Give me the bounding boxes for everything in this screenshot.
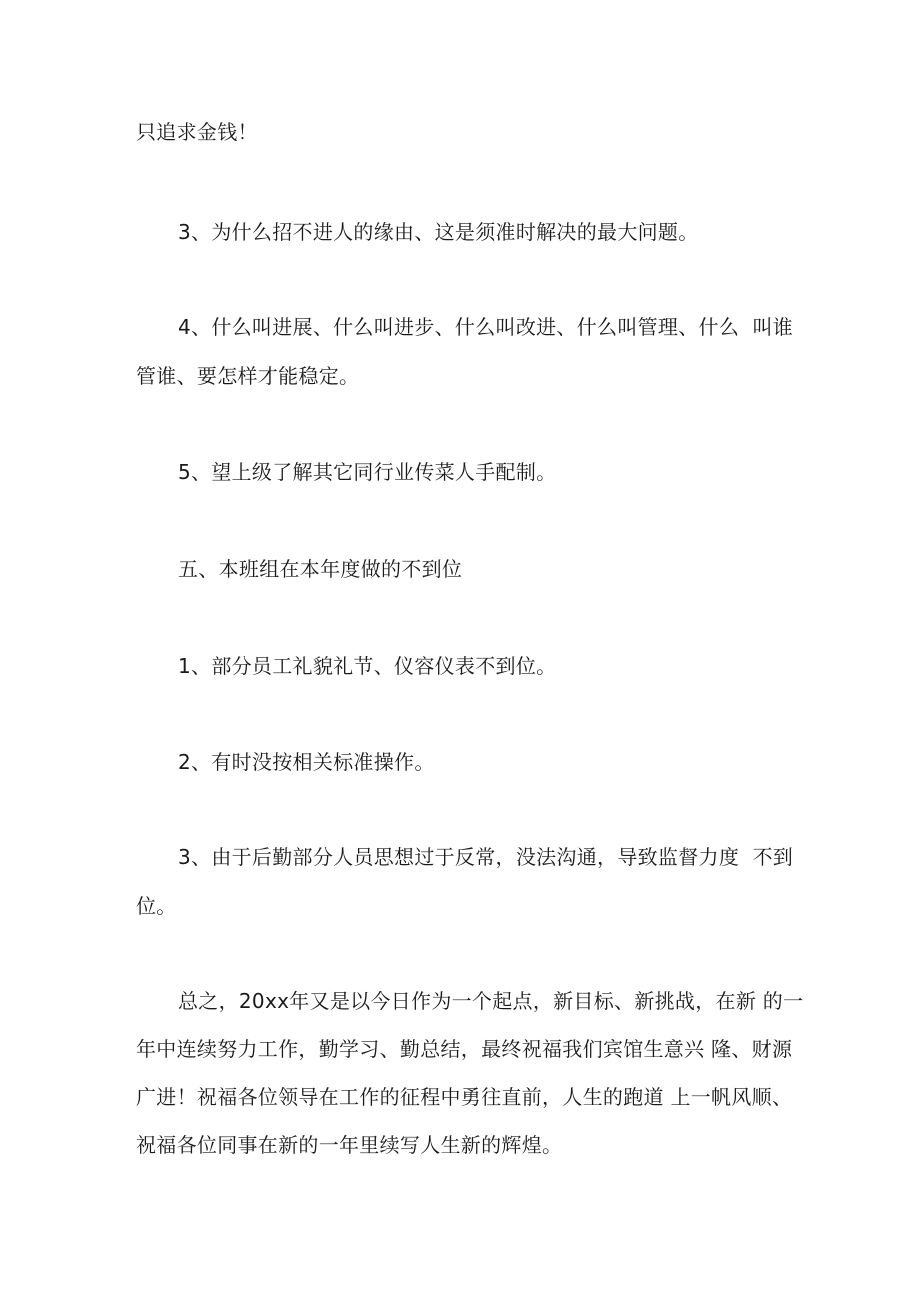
text-line: 只追求金钱！ [136, 120, 258, 144]
text-line: 1、部分员工礼貌礼节、仪容仪表不到位。 [178, 654, 557, 678]
text-line: 位。 [136, 894, 177, 918]
text-line: 年中连续努力工作，勤学习、勤总结，最终祝福我们宾馆生意兴 隆、财源 [136, 1037, 793, 1061]
text-line: 4、什么叫进展、什么叫进步、什么叫改进、什么叫管理、什么 叫谁 [178, 315, 794, 339]
section-heading: 五、本班组在本年度做的不到位 [178, 557, 463, 581]
text-line: 总之，20xx年又是以今日作为一个起点，新目标、新挑战，在新 的一 [178, 989, 804, 1013]
text-line: 广进！祝福各位领导在工作的征程中勇往直前，人生的跑道 上一帆风顺、 [136, 1085, 793, 1109]
text-line: 2、有时没按相关标准操作。 [178, 750, 435, 774]
text-line: 祝福各位同事在新的一年里续写人生新的辉煌。 [136, 1133, 563, 1157]
text-line: 5、望上级了解其它同行业传菜人手配制。 [178, 460, 557, 484]
text-line: 3、由于后勤部分人员思想过于反常，没法沟通，导致监督力度 不到 [178, 845, 794, 869]
text-line: 管谁、要怎样才能稳定。 [136, 364, 360, 388]
text-line: 3、为什么招不进人的缘由、这是须准时解决的最大问题。 [178, 220, 699, 244]
